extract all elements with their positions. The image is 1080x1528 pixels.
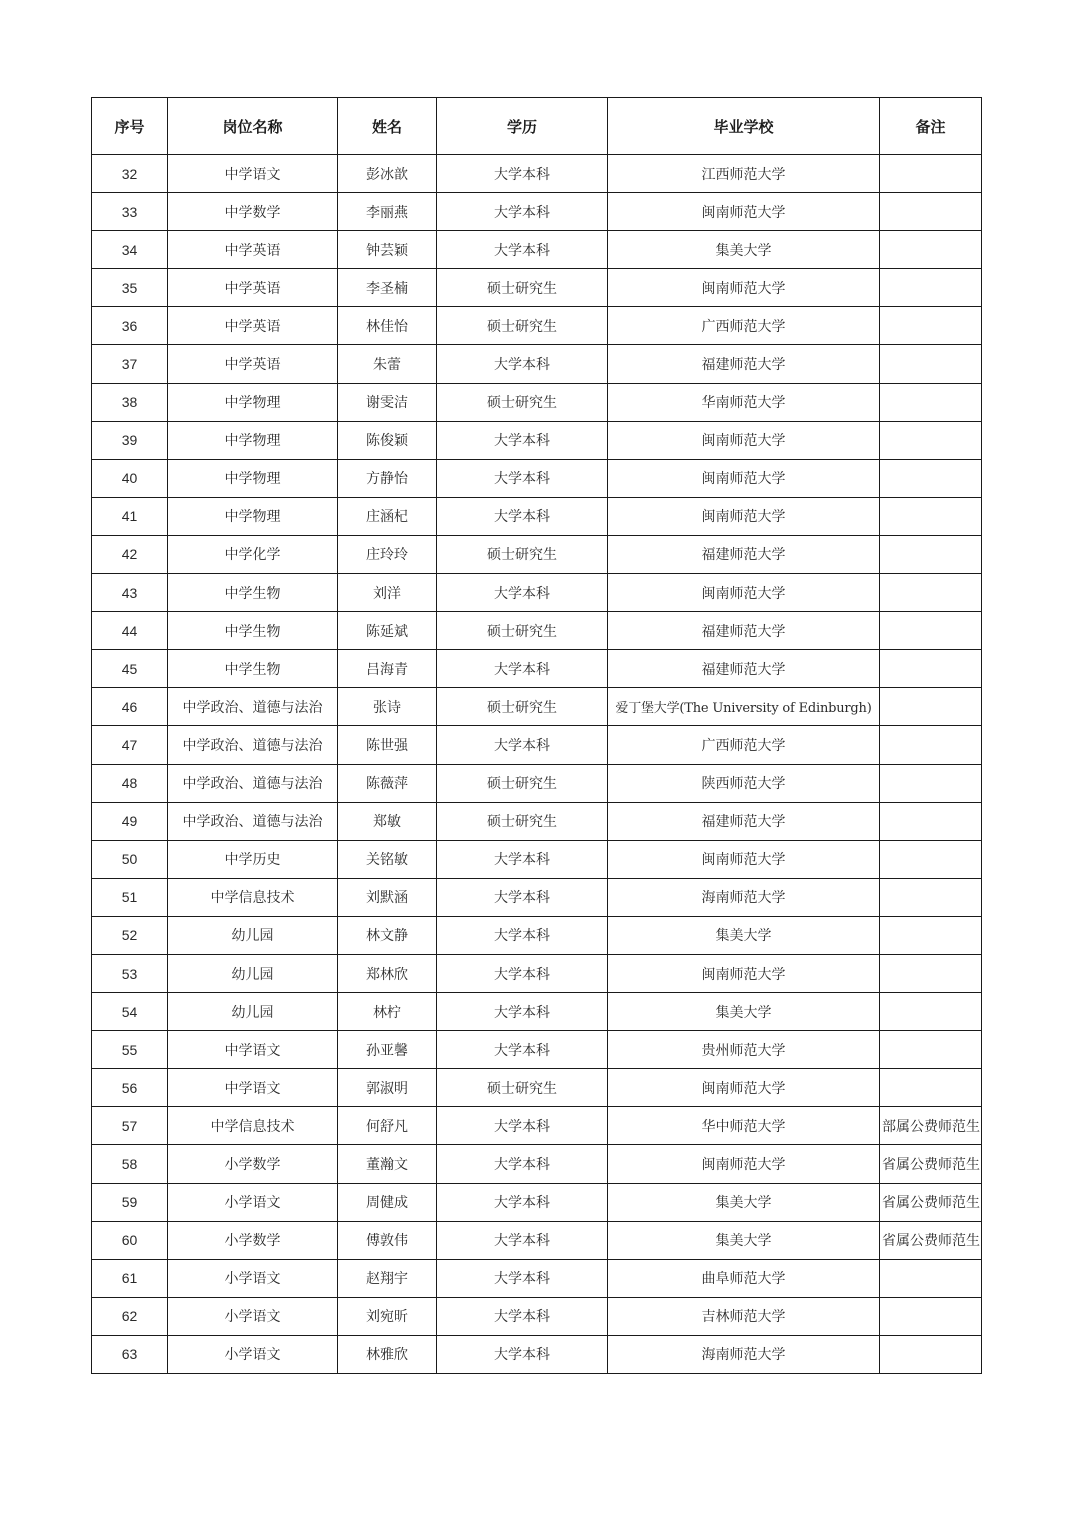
cell-position-name: 小学语文 <box>168 1259 338 1297</box>
cell-name: 林柠 <box>338 993 437 1031</box>
table-row <box>92 650 982 688</box>
table-row <box>92 1069 982 1107</box>
cell-education: 大学本科 <box>437 574 608 612</box>
table-row <box>92 269 982 307</box>
cell-graduate-school: 集美大学 <box>608 993 880 1031</box>
cell-education: 硕士研究生 <box>437 307 608 345</box>
cell-name: 何舒凡 <box>338 1107 437 1145</box>
table-row <box>92 574 982 612</box>
cell-serial-number: 60 <box>92 1221 168 1259</box>
cell-serial-number: 54 <box>92 993 168 1031</box>
cell-name: 郑林欣 <box>338 954 437 992</box>
cell-serial-number: 51 <box>92 878 168 916</box>
cell-education: 大学本科 <box>437 878 608 916</box>
cell-remarks <box>880 764 982 802</box>
cell-graduate-school: 江西师范大学 <box>608 155 880 193</box>
cell-remarks: 部属公费师范生 <box>880 1107 982 1145</box>
cell-serial-number: 57 <box>92 1107 168 1145</box>
cell-remarks <box>880 954 982 992</box>
cell-name: 朱蕾 <box>338 345 437 383</box>
cell-graduate-school: 吉林师范大学 <box>608 1297 880 1335</box>
header-graduate-school: 毕业学校 <box>608 98 880 155</box>
cell-education: 大学本科 <box>437 1031 608 1069</box>
cell-graduate-school: 福建师范大学 <box>608 345 880 383</box>
cell-education: 大学本科 <box>437 726 608 764</box>
cell-remarks <box>880 535 982 573</box>
cell-name: 谢雯洁 <box>338 383 437 421</box>
cell-graduate-school: 闽南师范大学 <box>608 840 880 878</box>
cell-name: 陈延斌 <box>338 612 437 650</box>
cell-education: 硕士研究生 <box>437 1069 608 1107</box>
cell-education: 硕士研究生 <box>437 612 608 650</box>
cell-remarks <box>880 878 982 916</box>
table-row <box>92 231 982 269</box>
cell-remarks <box>880 650 982 688</box>
cell-position-name: 幼儿园 <box>168 916 338 954</box>
cell-serial-number: 43 <box>92 574 168 612</box>
cell-position-name: 中学物理 <box>168 421 338 459</box>
table-row <box>92 954 982 992</box>
table-row <box>92 307 982 345</box>
cell-name: 周健成 <box>338 1183 437 1221</box>
cell-serial-number: 56 <box>92 1069 168 1107</box>
cell-position-name: 小学语文 <box>168 1297 338 1335</box>
cell-remarks <box>880 421 982 459</box>
cell-education: 大学本科 <box>437 231 608 269</box>
cell-remarks <box>880 345 982 383</box>
table-row <box>92 688 982 726</box>
cell-serial-number: 46 <box>92 688 168 726</box>
cell-graduate-school: 广西师范大学 <box>608 307 880 345</box>
cell-name: 赵翔宇 <box>338 1259 437 1297</box>
cell-name: 刘默涵 <box>338 878 437 916</box>
table-row <box>92 764 982 802</box>
table-row <box>92 1221 982 1259</box>
table-row <box>92 1107 982 1145</box>
table-row <box>92 345 982 383</box>
table-row <box>92 1031 982 1069</box>
cell-position-name: 小学语文 <box>168 1335 338 1373</box>
header-remarks: 备注 <box>880 98 982 155</box>
cell-education: 大学本科 <box>437 650 608 688</box>
cell-name: 刘洋 <box>338 574 437 612</box>
cell-education: 大学本科 <box>437 993 608 1031</box>
cell-name: 陈世强 <box>338 726 437 764</box>
cell-name: 李丽燕 <box>338 193 437 231</box>
cell-graduate-school: 陕西师范大学 <box>608 764 880 802</box>
cell-name: 刘宛昕 <box>338 1297 437 1335</box>
cell-education: 大学本科 <box>437 916 608 954</box>
cell-serial-number: 40 <box>92 459 168 497</box>
cell-education: 大学本科 <box>437 1183 608 1221</box>
cell-position-name: 小学数学 <box>168 1145 338 1183</box>
cell-education: 硕士研究生 <box>437 535 608 573</box>
cell-graduate-school: 福建师范大学 <box>608 535 880 573</box>
cell-position-name: 中学英语 <box>168 345 338 383</box>
cell-position-name: 中学政治、道德与法治 <box>168 802 338 840</box>
cell-remarks <box>880 612 982 650</box>
cell-position-name: 中学物理 <box>168 459 338 497</box>
cell-graduate-school: 闽南师范大学 <box>608 459 880 497</box>
cell-name: 钟芸颖 <box>338 231 437 269</box>
cell-position-name: 中学信息技术 <box>168 878 338 916</box>
table-row <box>92 878 982 916</box>
cell-education: 大学本科 <box>437 345 608 383</box>
cell-education: 大学本科 <box>437 1145 608 1183</box>
cell-remarks <box>880 1031 982 1069</box>
table-row <box>92 612 982 650</box>
cell-graduate-school: 闽南师范大学 <box>608 574 880 612</box>
table-body <box>92 155 982 1374</box>
cell-serial-number: 49 <box>92 802 168 840</box>
cell-remarks <box>880 383 982 421</box>
cell-graduate-school: 广西师范大学 <box>608 726 880 764</box>
cell-remarks <box>880 916 982 954</box>
cell-position-name: 中学物理 <box>168 497 338 535</box>
table-row <box>92 1145 982 1183</box>
cell-education: 大学本科 <box>437 155 608 193</box>
cell-graduate-school: 爱丁堡大学(The University of Edinburgh) <box>608 688 880 726</box>
table-row <box>92 1297 982 1335</box>
table-row <box>92 383 982 421</box>
cell-education: 硕士研究生 <box>437 764 608 802</box>
cell-position-name: 中学历史 <box>168 840 338 878</box>
cell-remarks <box>880 1069 982 1107</box>
cell-name: 庄玲玲 <box>338 535 437 573</box>
header-serial-number: 序号 <box>92 98 168 155</box>
cell-education: 大学本科 <box>437 1259 608 1297</box>
cell-position-name: 中学英语 <box>168 307 338 345</box>
cell-serial-number: 32 <box>92 155 168 193</box>
cell-position-name: 中学英语 <box>168 231 338 269</box>
cell-education: 大学本科 <box>437 497 608 535</box>
cell-remarks <box>880 726 982 764</box>
table-row <box>92 726 982 764</box>
cell-position-name: 中学化学 <box>168 535 338 573</box>
cell-graduate-school: 福建师范大学 <box>608 612 880 650</box>
cell-remarks <box>880 155 982 193</box>
cell-serial-number: 35 <box>92 269 168 307</box>
cell-serial-number: 34 <box>92 231 168 269</box>
cell-serial-number: 42 <box>92 535 168 573</box>
cell-serial-number: 53 <box>92 954 168 992</box>
cell-position-name: 中学政治、道德与法治 <box>168 688 338 726</box>
cell-education: 大学本科 <box>437 193 608 231</box>
cell-position-name: 中学语文 <box>168 155 338 193</box>
cell-position-name: 幼儿园 <box>168 954 338 992</box>
table-row <box>92 840 982 878</box>
cell-serial-number: 62 <box>92 1297 168 1335</box>
cell-name: 林文静 <box>338 916 437 954</box>
cell-graduate-school: 曲阜师范大学 <box>608 1259 880 1297</box>
cell-education: 大学本科 <box>437 954 608 992</box>
table-header-row <box>92 98 982 155</box>
table-row <box>92 1183 982 1221</box>
cell-serial-number: 36 <box>92 307 168 345</box>
cell-position-name: 中学语文 <box>168 1031 338 1069</box>
cell-remarks <box>880 688 982 726</box>
cell-serial-number: 37 <box>92 345 168 383</box>
cell-remarks <box>880 1297 982 1335</box>
cell-serial-number: 61 <box>92 1259 168 1297</box>
cell-education: 硕士研究生 <box>437 269 608 307</box>
table-row <box>92 193 982 231</box>
cell-serial-number: 45 <box>92 650 168 688</box>
cell-education: 大学本科 <box>437 1107 608 1145</box>
cell-graduate-school: 福建师范大学 <box>608 650 880 688</box>
cell-name: 郭淑明 <box>338 1069 437 1107</box>
cell-position-name: 中学生物 <box>168 612 338 650</box>
cell-name: 孙亚馨 <box>338 1031 437 1069</box>
cell-education: 大学本科 <box>437 1221 608 1259</box>
cell-remarks <box>880 840 982 878</box>
table-row <box>92 155 982 193</box>
cell-serial-number: 38 <box>92 383 168 421</box>
cell-position-name: 中学数学 <box>168 193 338 231</box>
cell-remarks <box>880 193 982 231</box>
cell-remarks <box>880 269 982 307</box>
cell-position-name: 中学政治、道德与法治 <box>168 726 338 764</box>
cell-position-name: 中学语文 <box>168 1069 338 1107</box>
cell-remarks <box>880 1335 982 1373</box>
cell-serial-number: 41 <box>92 497 168 535</box>
cell-serial-number: 59 <box>92 1183 168 1221</box>
cell-name: 林佳怡 <box>338 307 437 345</box>
table-row <box>92 802 982 840</box>
cell-name: 陈俊颖 <box>338 421 437 459</box>
cell-serial-number: 50 <box>92 840 168 878</box>
table-row <box>92 459 982 497</box>
cell-remarks <box>880 993 982 1031</box>
cell-serial-number: 39 <box>92 421 168 459</box>
cell-name: 张诗 <box>338 688 437 726</box>
cell-graduate-school: 闽南师范大学 <box>608 1069 880 1107</box>
cell-name: 李圣楠 <box>338 269 437 307</box>
cell-graduate-school: 华中师范大学 <box>608 1107 880 1145</box>
cell-position-name: 中学政治、道德与法治 <box>168 764 338 802</box>
cell-graduate-school: 集美大学 <box>608 916 880 954</box>
cell-graduate-school: 海南师范大学 <box>608 878 880 916</box>
cell-graduate-school: 闽南师范大学 <box>608 193 880 231</box>
cell-graduate-school: 闽南师范大学 <box>608 954 880 992</box>
cell-graduate-school: 华南师范大学 <box>608 383 880 421</box>
cell-name: 陈薇萍 <box>338 764 437 802</box>
cell-name: 庄涵杞 <box>338 497 437 535</box>
cell-remarks <box>880 802 982 840</box>
cell-graduate-school: 贵州师范大学 <box>608 1031 880 1069</box>
cell-position-name: 中学英语 <box>168 269 338 307</box>
cell-education: 大学本科 <box>437 1297 608 1335</box>
cell-remarks <box>880 307 982 345</box>
cell-graduate-school: 海南师范大学 <box>608 1335 880 1373</box>
cell-position-name: 中学生物 <box>168 650 338 688</box>
table-row <box>92 535 982 573</box>
cell-remarks: 省属公费师范生 <box>880 1221 982 1259</box>
cell-education: 硕士研究生 <box>437 383 608 421</box>
cell-name: 董瀚文 <box>338 1145 437 1183</box>
cell-position-name: 中学信息技术 <box>168 1107 338 1145</box>
table-row <box>92 916 982 954</box>
cell-graduate-school: 闽南师范大学 <box>608 269 880 307</box>
cell-serial-number: 44 <box>92 612 168 650</box>
cell-graduate-school: 集美大学 <box>608 1221 880 1259</box>
cell-position-name: 幼儿园 <box>168 993 338 1031</box>
table-row <box>92 1259 982 1297</box>
cell-remarks <box>880 497 982 535</box>
cell-education: 硕士研究生 <box>437 802 608 840</box>
cell-education: 大学本科 <box>437 1335 608 1373</box>
cell-name: 方静怡 <box>338 459 437 497</box>
cell-education: 大学本科 <box>437 421 608 459</box>
cell-position-name: 中学生物 <box>168 574 338 612</box>
cell-serial-number: 58 <box>92 1145 168 1183</box>
cell-name: 吕海青 <box>338 650 437 688</box>
cell-education: 大学本科 <box>437 840 608 878</box>
cell-remarks <box>880 1259 982 1297</box>
cell-graduate-school: 闽南师范大学 <box>608 421 880 459</box>
cell-remarks <box>880 459 982 497</box>
cell-position-name: 中学物理 <box>168 383 338 421</box>
cell-serial-number: 48 <box>92 764 168 802</box>
cell-remarks <box>880 574 982 612</box>
cell-graduate-school: 集美大学 <box>608 1183 880 1221</box>
cell-position-name: 小学语文 <box>168 1183 338 1221</box>
cell-serial-number: 33 <box>92 193 168 231</box>
cell-education: 大学本科 <box>437 459 608 497</box>
cell-education: 硕士研究生 <box>437 688 608 726</box>
personnel-table <box>91 97 982 1374</box>
cell-serial-number: 47 <box>92 726 168 764</box>
header-position-name: 岗位名称 <box>168 98 338 155</box>
header-name: 姓名 <box>338 98 437 155</box>
cell-serial-number: 63 <box>92 1335 168 1373</box>
header-education: 学历 <box>437 98 608 155</box>
cell-name: 关铭敏 <box>338 840 437 878</box>
cell-remarks: 省属公费师范生 <box>880 1183 982 1221</box>
cell-name: 郑敏 <box>338 802 437 840</box>
table-row <box>92 1335 982 1373</box>
cell-name: 彭冰歆 <box>338 155 437 193</box>
cell-serial-number: 55 <box>92 1031 168 1069</box>
cell-name: 傅敦伟 <box>338 1221 437 1259</box>
table-row <box>92 993 982 1031</box>
table-row <box>92 497 982 535</box>
table-row <box>92 421 982 459</box>
cell-graduate-school: 闽南师范大学 <box>608 1145 880 1183</box>
cell-name: 林雅欣 <box>338 1335 437 1373</box>
cell-remarks: 省属公费师范生 <box>880 1145 982 1183</box>
cell-position-name: 小学数学 <box>168 1221 338 1259</box>
cell-serial-number: 52 <box>92 916 168 954</box>
cell-remarks <box>880 231 982 269</box>
cell-graduate-school: 福建师范大学 <box>608 802 880 840</box>
cell-graduate-school: 闽南师范大学 <box>608 497 880 535</box>
cell-graduate-school: 集美大学 <box>608 231 880 269</box>
